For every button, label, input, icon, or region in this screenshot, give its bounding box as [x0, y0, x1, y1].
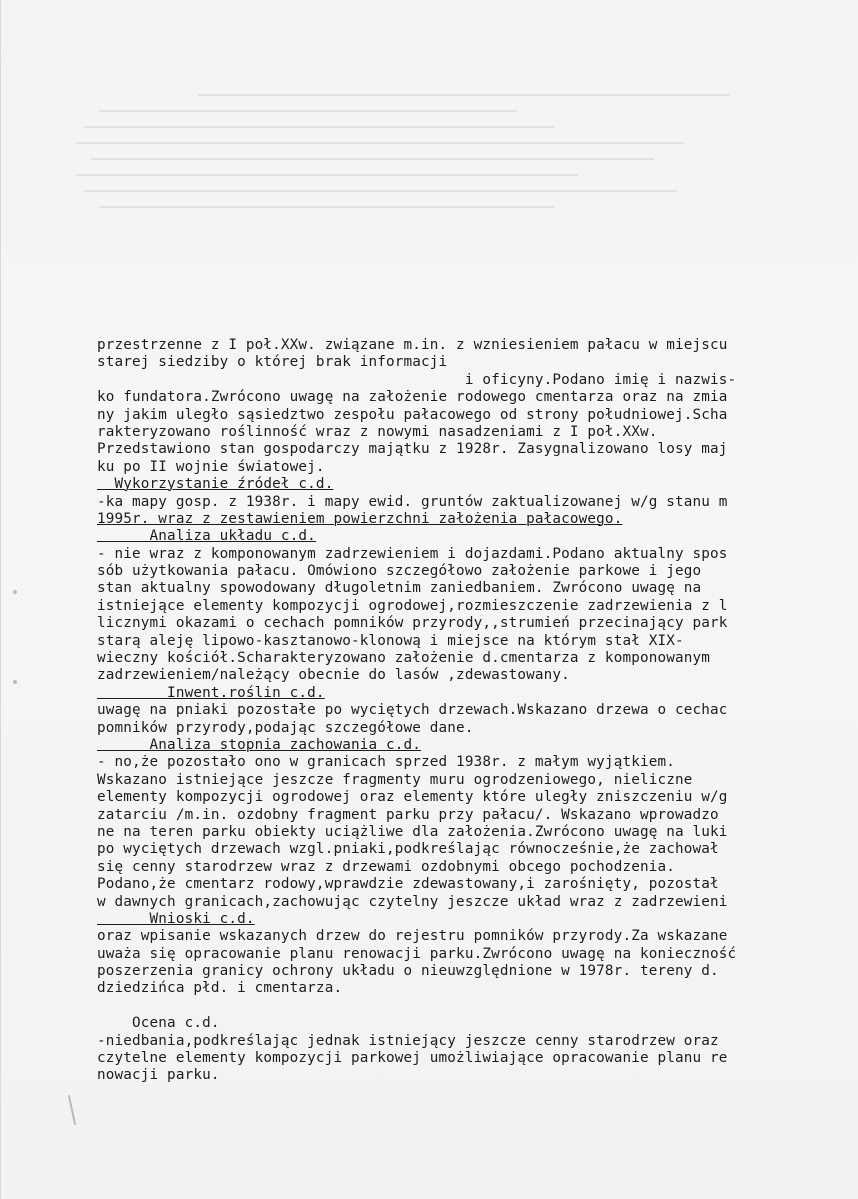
text-line: się cenny starodrzew wraz z drzewami ozdobnymi obcego pochodzenia.: [97, 858, 675, 875]
section-heading-preservation-analysis: Analiza stopnia zachowania c.d.: [97, 736, 422, 753]
text-line: licznymi okazami o cechach pomników przyrody,,strumień przecinający park: [97, 615, 728, 632]
pencil-mark: [68, 1095, 76, 1125]
text-line: rakteryzowano roślinność wraz z nowymi nasadzeniami z I poł.XXw.: [97, 423, 658, 440]
text-line: poszerzenia granicy ochrony układu o nieuwzględnione w 1978r. tereny d.: [97, 963, 719, 980]
text-line: czytelne elementy kompozycji parkowej umożliwiające opracowanie planu re: [97, 1050, 728, 1067]
text-line: przestrzenne z I poł.XXw. związane m.in. z wzniesieniem pałacu w miejscu: [97, 337, 728, 353]
text-line: starą aleję lipowo-kasztanowo-klonową i miejsce na którym stał XIX-: [97, 632, 684, 649]
punch-hole-mark: [13, 590, 17, 594]
text-line: 1995r. wraz z zestawieniem powierzchni założenia pałacowego.: [97, 510, 623, 527]
text-line: w dawnych granicach,zachowując czytelny jeszcze układ wraz z zadrzewieni: [97, 893, 728, 910]
text-line: ny jakim uległo sąsiedztwo zespołu pałacowego od strony południowej.Scha: [97, 406, 728, 423]
text-line: - no,że pozostało ono w granicach sprzed 1938r. z małym wyjątkiem.: [97, 754, 675, 771]
section-heading-layout-analysis: Analiza układu c.d.: [97, 528, 316, 545]
text-line: nowacji parku.: [97, 1067, 220, 1084]
text-line: -ka mapy gosp. z 1938r. i mapy ewid. gruntów zaktualizowanej w/g stanu m: [97, 493, 728, 510]
section-heading-plant-inventory: Inwent.roślin c.d.: [97, 684, 325, 701]
text-line: elementy kompozycji ogrodowej oraz elementy które uległy zniszczeniu w/g: [97, 789, 728, 806]
text-line: i oficyny.Podano imię i nazwis-: [97, 371, 737, 388]
text-line: - nie wraz z komponowanym zadrzewieniem i dojazdami.Podano aktualny spos: [97, 545, 728, 562]
text-line: zatarciu /m.in. ozdobny fragment parku przy pałacu/. Wskazano wprowadzo: [97, 806, 719, 823]
text-line: wieczny kościół.Scharakteryzowano założenie d.cmentarza z komponowanym: [97, 650, 711, 667]
section-heading-sources: Wykorzystanie źródeł c.d.: [97, 476, 334, 493]
text-line: dziedzińca płd. i cmentarza.: [97, 980, 343, 997]
punch-hole-mark: [13, 680, 17, 684]
text-line: zadrzewieniem/należący obecnie do lasów ,zdewastowany.: [97, 667, 570, 684]
section-heading-conclusions: Wnioski c.d.: [97, 910, 255, 927]
text-line: starej siedziby o której brak informacji: [97, 354, 448, 371]
text-line: po wyciętych drzewach wzgl.pniaki,podkreślając równocześnie,że zachował: [97, 841, 719, 858]
text-line: -niedbania,podkreślając jednak istniejący jeszcze cenny starodrzew oraz: [97, 1032, 719, 1049]
typewritten-text-body: [97, 337, 842, 1085]
section-heading-assessment: Ocena c.d.: [97, 1015, 220, 1032]
text-line: Wskazano istniejące jeszcze fragmenty muru ogrodzeniowego, nieliczne: [97, 771, 693, 788]
show-through-text: [61, 80, 821, 340]
text-line: oraz wpisanie wskazanych drzew do rejestru pomników przyrody.Za wskazane: [97, 928, 728, 945]
text-line: Przedstawiono stan gospodarczy majątku z 1928r. Zasygnalizowano losy maj: [97, 441, 728, 458]
text-line: ne na teren parku obiekty uciążliwe dla założenia.Zwrócono uwagę na luki: [97, 823, 728, 840]
text-line: ku po II wojnie światowej.: [97, 458, 325, 475]
text-line: Podano,że cmentarz rodowy,wprawdzie zdewastowany,i zarośnięty, pozostał: [97, 876, 719, 893]
text-line: stan aktualny spowodowany długoletnim zaniedbaniem. Zwrócono uwagę na: [97, 580, 702, 597]
text-line: uwagę na pniaki pozostałe po wyciętych drzewach.Wskazano drzewa o cechac: [97, 702, 728, 719]
text-line: uważa się opracowanie planu renowacji parku.Zwrócono uwagę na konieczność: [97, 945, 737, 962]
text-line: istniejące elementy kompozycji ogrodowej,rozmieszczenie zadrzewienia z l: [97, 597, 728, 614]
text-line: pomników przyrody,podając szczegółowe dane.: [97, 719, 474, 736]
text-line: ko fundatora.Zwrócono uwagę na założenie rodowego cmentarza oraz na zmia: [97, 389, 728, 406]
text-line: sób użytkowania pałacu. Omówiono szczegółowo założenie parkowe i jego: [97, 563, 702, 580]
blank-line: [97, 998, 842, 1015]
